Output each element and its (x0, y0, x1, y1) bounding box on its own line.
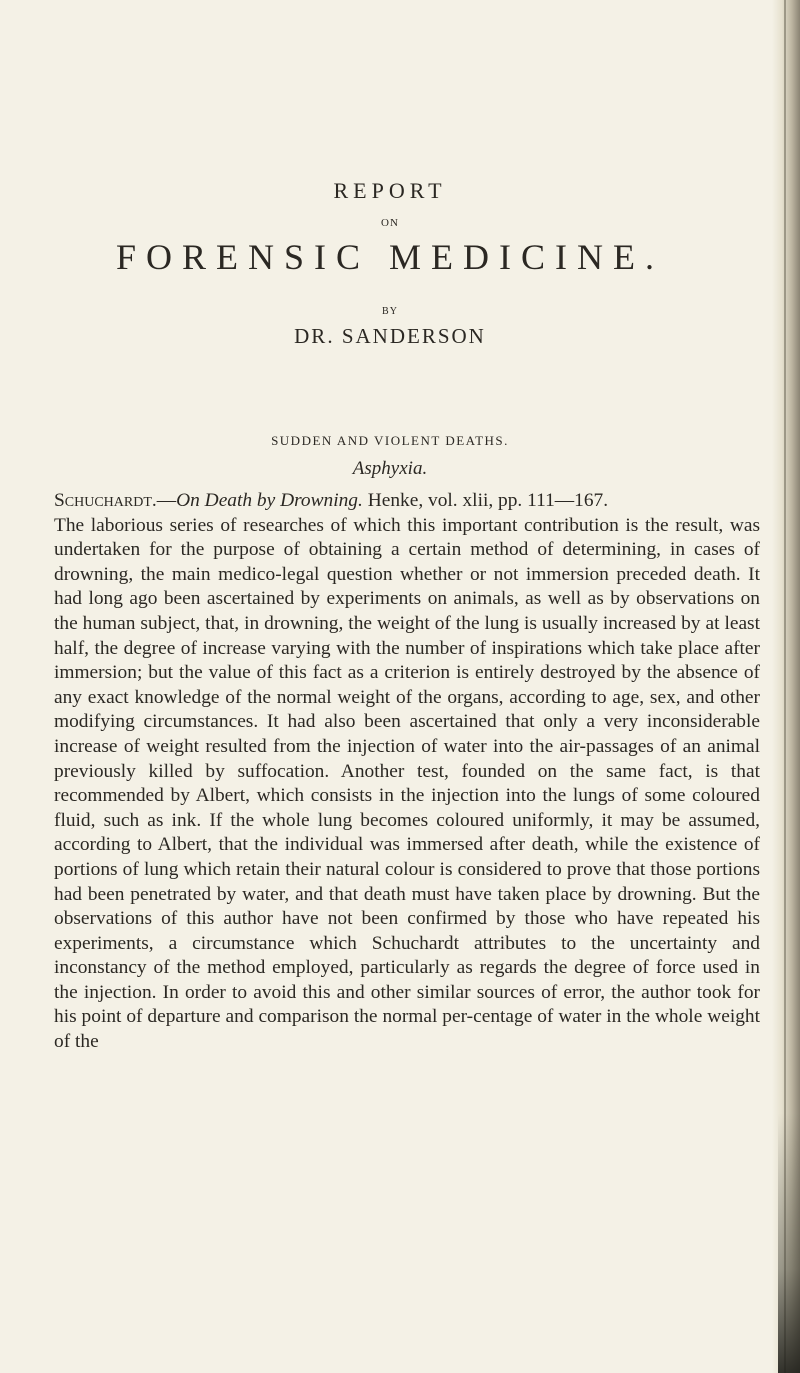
report-heading: REPORT (333, 178, 447, 203)
page-edge-dark-spot (778, 1113, 800, 1373)
article-citation-line (54, 489, 760, 514)
section-heading: SUDDEN AND VIOLENT DEATHS. (271, 433, 509, 448)
by-label: BY (382, 306, 398, 317)
subsection-heading: Asphyxia. (352, 458, 428, 479)
article-text (54, 489, 760, 1055)
page-title: FORENSIC MEDICINE. (115, 237, 664, 277)
article-body: The laborious series of researches of which this important contribution is the result, was undertaken for the purpose of obtaining a certain method of determining, in cases of drowning, the main medico-legal question whether or not immersion preceded death. It had long ago been ascertained by experiments on animals, as well as by observations on the human subject, that, in drowning, the weight of the lung is usually increased by at least half, the degree of increase varying with the number of inspirations which take place after immersion; but the value of this fact as a criterion is entirely destroyed by the absence of any exact knowledge of the normal weight of the organs, according to age, sex, and other modifying circumstances. It had also been ascertained that only a very inconsiderable increase of weight resulted from the injection of water into the air-passages of an animal previously killed by suffocation. Another test, founded on the same fact, is that recommended by Albert, which consists in the injection into the lungs of some coloured fluid, such as ink. If the whole lung becomes coloured uniformly, it may be assumed, according to Albert, that the individual was immersed after death, while the existence of portions of lung which retain their natural colour is considered to prove that those portions had been penetrated by water, and that death must have taken place by drowning. But the observations of this author have not been confirmed by those who have repeated his experiments, a circumstance which Schuchardt attributes to the uncertainty and inconstancy of the method employed, particularly as regards the degree of force used in the injection. In order to avoid this and other similar sources of error, the author took for his point of departure and comparison the normal per-centage of water in the whole weight of the (54, 514, 760, 1053)
article-citation: Henke, vol. xlii, pp. 111—167. (362, 490, 609, 511)
on-label: ON (381, 217, 399, 229)
article-author: Schuchardt. (54, 490, 157, 511)
article-dash: — (156, 490, 177, 511)
article-title: On Death by Drowning. (176, 490, 363, 511)
author-name: DR. SANDERSON (294, 324, 486, 348)
